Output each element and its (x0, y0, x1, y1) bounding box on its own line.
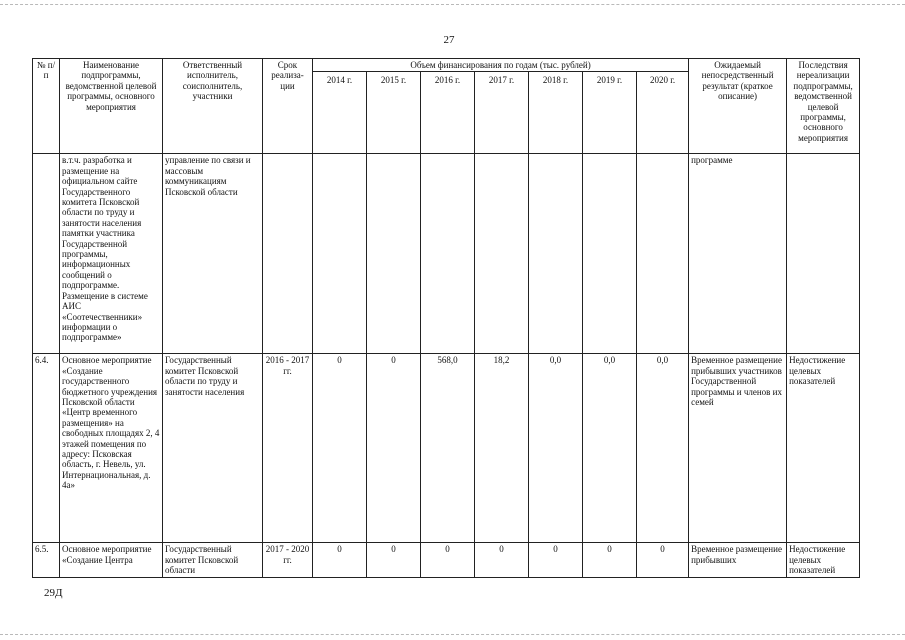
cell-executor: Государственный комитет Псковской области по труду и занятости населения (163, 354, 263, 543)
header-row-1 (33, 59, 860, 72)
cell-value: 0,0 (583, 354, 637, 543)
cell-consequences: Недостижение целевых показателей (787, 354, 860, 543)
cell-result: Временное размещение прибывших участников Государственной программы и членов их семей (689, 354, 787, 543)
scan-edge-bottom (0, 634, 905, 635)
header-name: Наименование подпрограммы, ведомственной целевой программы, основного мероприятия (60, 59, 163, 154)
cell-value: 0 (313, 543, 367, 577)
cell-value: 0,0 (637, 354, 689, 543)
header-year: 2020 г. (637, 72, 689, 154)
header-funding-group: Объем финансирования по годам (тыс. рублей) (313, 59, 689, 72)
cell-result: программе (689, 154, 787, 354)
table-row (33, 354, 860, 543)
table-row (33, 154, 860, 354)
cell-value (637, 154, 689, 354)
table-row (33, 543, 860, 577)
cell-no (33, 154, 60, 354)
cell-value: 18,2 (475, 354, 529, 543)
cell-value: 0,0 (529, 354, 583, 543)
cell-term: 2017 - 2020 гг. (263, 543, 313, 577)
cell-value (313, 154, 367, 354)
cell-value (367, 154, 421, 354)
cell-value: 0 (637, 543, 689, 577)
header-consequences: Последствия нереализации подпрограммы, ведомственной целевой программы, основного мероприятия (787, 59, 860, 154)
cell-value: 0 (367, 354, 421, 543)
header-year: 2017 г. (475, 72, 529, 154)
cell-value (529, 154, 583, 354)
cell-consequences: Недостижение целевых показателей (787, 543, 860, 577)
scan-edge-top (0, 0, 905, 5)
cell-value: 0 (475, 543, 529, 577)
cell-value (583, 154, 637, 354)
cell-executor: Государственный комитет Псковской области (163, 543, 263, 577)
cell-value: 0 (367, 543, 421, 577)
header-year: 2019 г. (583, 72, 637, 154)
header-year: 2015 г. (367, 72, 421, 154)
document-code: 29Д (44, 587, 63, 599)
header-year: 2016 г. (421, 72, 475, 154)
cell-no: 6.5. (33, 543, 60, 577)
header-result: Ожидаемый непосредственный результат (краткое описание) (689, 59, 787, 154)
header-executor: Ответственный исполнитель, соисполнитель, участники (163, 59, 263, 154)
cell-term: 2016 - 2017 гг. (263, 354, 313, 543)
cell-consequences (787, 154, 860, 354)
cell-value: 0 (529, 543, 583, 577)
cell-value (421, 154, 475, 354)
page-number: 27 (443, 34, 455, 46)
cell-no: 6.4. (33, 354, 60, 543)
cell-executor: управление по связи и массовым коммуникациям Псковской области (163, 154, 263, 354)
header-year: 2014 г. (313, 72, 367, 154)
cell-value: 568,0 (421, 354, 475, 543)
cell-result: Временное размещение прибывших (689, 543, 787, 577)
cell-value (475, 154, 529, 354)
cell-name: Основное мероприятие «Создание государственного бюджетного учреждения Псковской области «Центр временного размещения» на свободных площадях 2, 4 этажей помещения по адресу: Псковская область, г. Невель, ул. Интернациональная, д. 4а» (60, 354, 163, 543)
program-activities-table (32, 58, 860, 578)
header-term: Срок реализа- ции (263, 59, 313, 154)
cell-value: 0 (421, 543, 475, 577)
cell-value: 0 (583, 543, 637, 577)
cell-value: 0 (313, 354, 367, 543)
header-year: 2018 г. (529, 72, 583, 154)
cell-name: Основное мероприятие «Создание Центра (60, 543, 163, 577)
cell-name: в.т.ч. разработка и размещение на официальном сайте Государственного комитета Псковской области по труду и занятости населения памятки участника Государственной программы, информационных сообщений о подпрограмме. Размещение в системе АИС «Соотечественники» информации о подпрограмме» (60, 154, 163, 354)
header-no: № п/п (33, 59, 60, 154)
cell-term (263, 154, 313, 354)
